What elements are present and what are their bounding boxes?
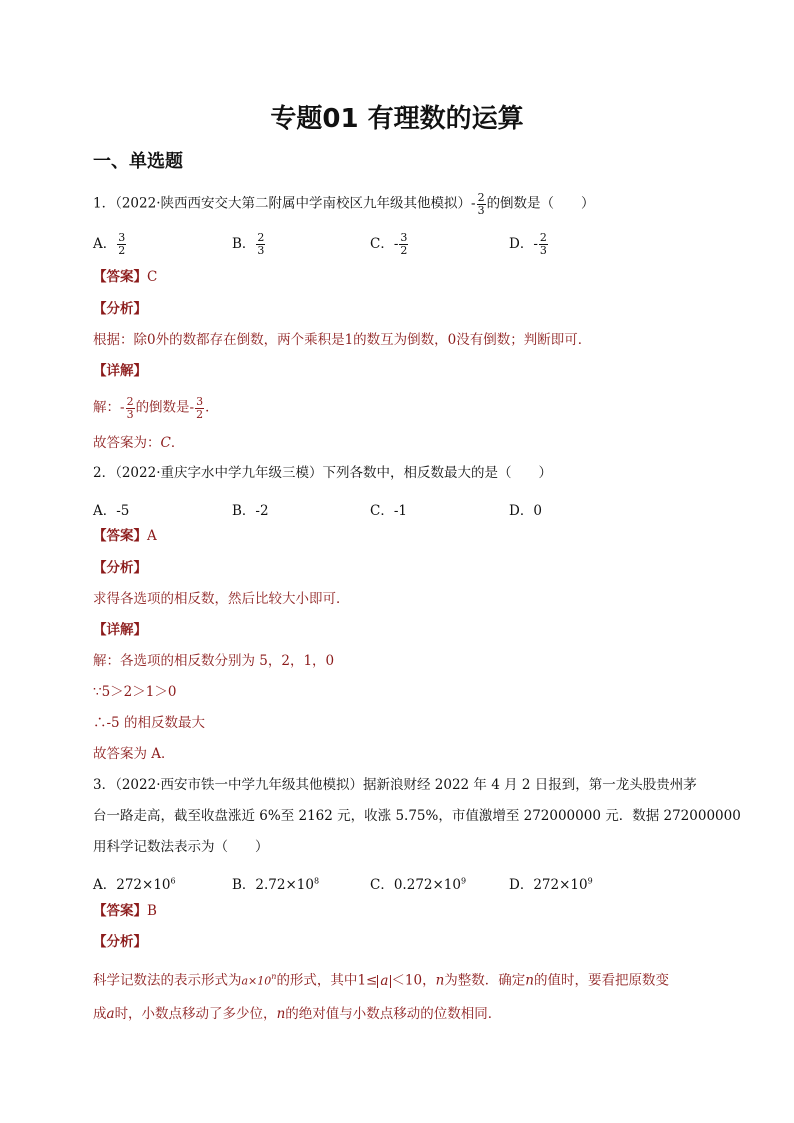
- q1-analysis-label: 【分析】: [93, 301, 147, 317]
- q2-option-d: D．0: [509, 503, 542, 519]
- q2-option-c: C．-1: [370, 503, 407, 519]
- q2-conclusion: 故答案为 A．: [93, 746, 175, 762]
- q2-option-a: A．-5: [93, 503, 130, 519]
- q1-answer: 【答案】C: [93, 269, 158, 285]
- q2-detail-line-1: 解：各选项的相反数分别为 5，2，1，0: [93, 653, 335, 669]
- q3-analysis-line-1: 科学记数法的表示形式为$a\times 10^n$的形式，其中1≤ a ＜10，n为整数．确定n的值时，要看把原数变: [93, 972, 669, 989]
- q1-detail-label: 【详解】: [93, 363, 147, 379]
- q3-option-d: D．$272\times 10^9$: [509, 876, 593, 893]
- question-3-stem-line-2: 台一路走高，截至收盘涨近 6%至 2162 元，收涨 5.75%，市值激增至 272000000 元．数据 272000000: [93, 808, 741, 824]
- page-title: 专题01 有理数的运算: [270, 104, 524, 134]
- q1-stem-post: 的倒数是（ ）: [486, 195, 595, 212]
- q1-fraction: $\frac{2}{3}$: [477, 191, 485, 217]
- q1-option-a: A． $\frac{3}{2}$: [93, 231, 126, 257]
- q1-conclusion: 故答案为：C．: [93, 435, 185, 451]
- question-3-stem-line-1: 3．（2022·西安市铁一中学九年级其他模拟）据新浪财经 2022 年 4 月 2 日报到，第一龙头股贵州茅: [93, 777, 697, 793]
- q2-analysis-text: 求得各选项的相反数，然后比较大小即可．: [93, 591, 350, 607]
- q3-option-b: B．$2.72\times 10^8$: [232, 876, 320, 893]
- question-1-stem: [93, 192, 595, 216]
- q1-analysis-text: 根据：除0外的数都存在倒数，两个乘积是1的数互为倒数，0没有倒数；判断即可．: [93, 332, 592, 348]
- q3-analysis-label: 【分析】: [93, 934, 147, 950]
- q2-detail-label: 【详解】: [93, 622, 147, 638]
- q2-option-b: B．-2: [232, 503, 269, 519]
- question-2-stem: 2．（2022·重庆字水中学九年级三模）下列各数中，相反数最大的是（ ）: [93, 465, 552, 481]
- section-heading: 一、单选题: [93, 151, 183, 172]
- q1-option-d: D．- $\frac{2}{3}$: [509, 231, 547, 257]
- q3-analysis-line-2: 成a时，小数点移动了多少位，n的绝对值与小数点移动的位数相同．: [93, 1006, 502, 1022]
- question-3-stem-line-3: 用科学记数法表示为（ ）: [93, 839, 269, 855]
- q1-option-c: C．- $\frac{3}{2}$: [370, 231, 408, 257]
- q3-option-a: A．$272\times 10^6$: [93, 876, 176, 893]
- q3-answer: 【答案】B: [93, 903, 157, 919]
- q3-option-c: C．$0.272\times 10^9$: [370, 876, 467, 893]
- q1-option-b: B． $\frac{2}{3}$: [232, 231, 265, 257]
- q1-detail-text: 解：- $\frac{2}{3}$ 的倒数是- $\frac{3}{2}$ ．: [93, 395, 219, 421]
- q2-detail-line-3: ∴-5 的相反数最大: [93, 715, 205, 731]
- q2-analysis-label: 【分析】: [93, 560, 147, 576]
- q2-detail-line-2: ∵5＞2＞1＞0: [93, 684, 177, 700]
- q2-answer: 【答案】A: [93, 528, 157, 544]
- q1-stem-pre: 1．（2022·陕西西安交大第二附属中学南校区九年级其他模拟）-: [93, 195, 476, 212]
